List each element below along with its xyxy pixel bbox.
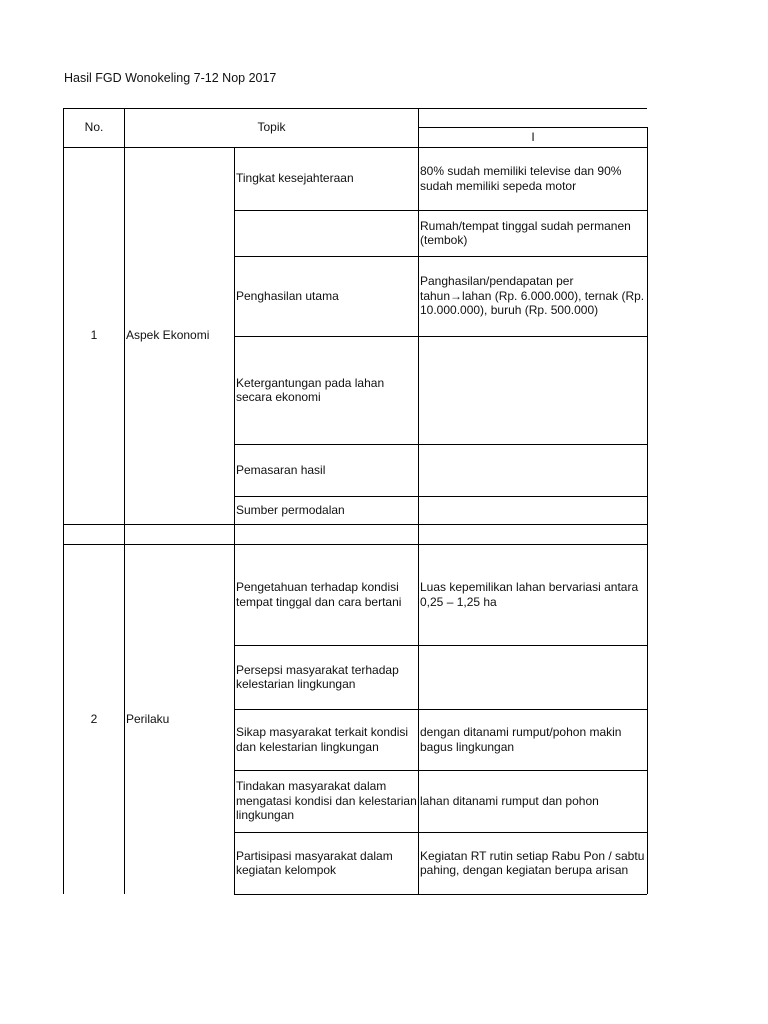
section-2-topic-5	[235, 832, 418, 894]
section-2-value-3-text: dengan ditanami rumput/pohon makin bagus lingkungan	[420, 725, 622, 754]
section-1-topic-1	[235, 147, 418, 210]
table-grid-line	[647, 544, 648, 894]
section-1-value-6	[419, 496, 647, 524]
section-2-topic-3-text: Sikap masyarakat terkait kondisi dan kelestarian lingkungan	[236, 725, 409, 754]
table-grid-line	[647, 147, 648, 524]
section-bottom-border	[63, 524, 647, 525]
section-1-value-2-text: Rumah/tempat tinggal sudah permanen (tembok)	[420, 218, 631, 247]
section-1-value-1	[419, 147, 647, 210]
table-grid-line	[647, 524, 648, 544]
section-2-aspect	[125, 544, 234, 894]
section-2-number-text: 2	[90, 711, 98, 726]
section-1-aspect-text: Aspek Ekonomi	[126, 328, 210, 343]
section-2-topic-1-text: Pengetahuan terhadap kondisi tempat tinggal dan cara bertani	[236, 580, 402, 609]
section-2-topic-3	[235, 709, 418, 770]
section-2-value-3	[419, 709, 647, 770]
table-grid-line	[63, 524, 64, 544]
section-2-topic-4	[235, 770, 418, 832]
section-2-value-5	[419, 832, 647, 894]
section-2-topic-1	[235, 544, 418, 645]
table-grid-line	[418, 524, 419, 544]
section-1-topic-2	[235, 210, 418, 256]
section-2-value-1-text: Luas kepemilikan lahan bervariasi antara 0,25 – 1,25 ha	[420, 580, 639, 609]
header-no-text: No.	[84, 120, 104, 135]
section-1-value-3-text: Panghasilan/pendapatan per tahun→lahan (Rp. 6.000.000), ternak (Rp. 10.000.000), buruh (Rp. 500.000)	[420, 274, 645, 318]
section-1-topic-6-text: Sumber permodalan	[236, 502, 345, 517]
section-1-topic-4-text: Ketergantungan pada lahan secara ekonomi	[236, 375, 385, 404]
header-topik	[125, 108, 418, 147]
section-2-topic-5-text: Partisipasi masyarakat dalam kegiatan kelompok	[236, 848, 393, 877]
header-col-i-text: I	[531, 129, 535, 144]
section-1-topic-1-text: Tingkat kesejahteraan	[236, 171, 354, 186]
section-2-value-4	[419, 770, 647, 832]
section-1-value-1-text: 80% sudah memiliki televise dan 90% sudah memiliki sepeda motor	[420, 164, 622, 193]
section-2-value-1	[419, 544, 647, 645]
section-1-topic-4	[235, 336, 418, 444]
section-1-number	[64, 147, 124, 524]
section-1-topic-5-text: Pemasaran hasil	[236, 462, 326, 477]
section-1-topic-5	[235, 444, 418, 496]
section-2-aspect-text: Perilaku	[126, 711, 170, 726]
document-title: Hasil FGD Wonokeling 7-12 Nop 2017	[64, 71, 277, 85]
section-1-topic-3	[235, 256, 418, 336]
section-1-topic-6	[235, 496, 418, 524]
section-2-value-2	[419, 645, 647, 709]
section-1-value-4	[419, 336, 647, 444]
section-1-value-3	[419, 256, 647, 336]
table-grid-line	[124, 524, 125, 544]
section-2-topic-2	[235, 645, 418, 709]
section-2-value-5-text: Kegiatan RT rutin setiap Rabu Pon / sabtu pahing, dengan kegiatan berupa arisan	[420, 848, 645, 877]
section-1-value-5	[419, 444, 647, 496]
section-1-topic-3-text: Penghasilan utama	[236, 288, 339, 303]
section-1-number-text: 1	[90, 328, 98, 343]
section-1-value-2	[419, 210, 647, 256]
section-2-topic-4-text: Tindakan masyarakat dalam mengatasi kondisi dan kelestarian lingkungan	[236, 779, 417, 823]
header-col-i	[419, 127, 647, 147]
table-grid-line	[647, 127, 648, 147]
section-2-number	[64, 544, 124, 894]
section-1-aspect	[125, 147, 234, 524]
section-2-topic-2-text: Persepsi masyarakat terhadap kelestarian lingkungan	[236, 662, 399, 691]
row-divider	[234, 894, 647, 895]
table-grid-line	[234, 524, 235, 544]
section-2-value-4-text: lahan ditanami rumput dan pohon	[420, 793, 599, 808]
header-no	[64, 108, 124, 147]
header-topik-text: Topik	[257, 120, 286, 135]
